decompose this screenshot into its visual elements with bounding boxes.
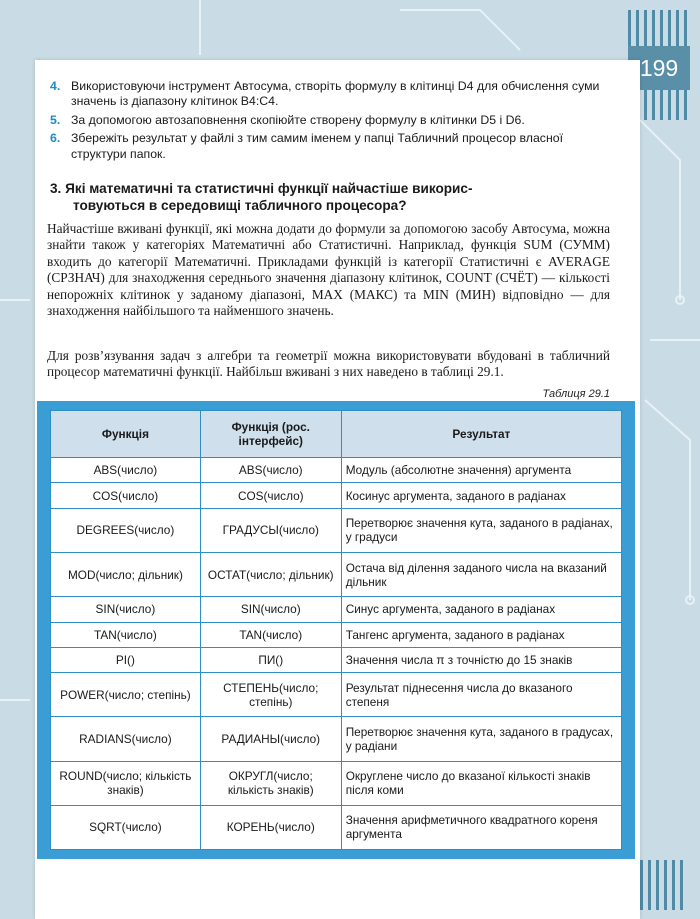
step-number: 4. bbox=[50, 79, 61, 93]
table-header-row bbox=[51, 411, 622, 458]
table-row bbox=[51, 597, 622, 622]
table-row bbox=[51, 483, 622, 508]
cell-function-ru: СТЕПЕНЬ(число; степінь) bbox=[200, 673, 341, 717]
cell-function: ABS(число) bbox=[51, 458, 201, 483]
cell-function-ru: ОКРУГЛ(число; кількість знаків) bbox=[200, 761, 341, 805]
cell-function-ru: COS(число) bbox=[200, 483, 341, 508]
table-row bbox=[51, 717, 622, 761]
heading-line-1: 3. Які математичні та статистичні функції найчастіше викорис- bbox=[50, 181, 473, 196]
cell-function: COS(число) bbox=[51, 483, 201, 508]
cell-function-ru: ABS(число) bbox=[200, 458, 341, 483]
paragraph-functions: Найчастіше вживані функції, які можна додати до формули за допомогою засобу Автосума, можна знайти також у категоріях Математичні або Статистичні. Наприклад, функція SUM (СУММ) входить до категорії Математичні. Прикладами функцій із категорії Статистичні є AVERAGE (СРЗНАЧ) для знаходження середнього значення діапазону клітинок, COUNT (СЧЁТ) — кількості непорожніх клітинок у заданому діапазоні, MAX (МАКС) та MIN (МИН) відповідно — для знаходження найбільшого та найменшого значень. bbox=[47, 221, 610, 319]
header-result: Результат bbox=[341, 411, 621, 458]
cell-function: SQRT(число) bbox=[51, 805, 201, 849]
list-item bbox=[47, 79, 607, 110]
cell-function: ROUND(число; кількість знаків) bbox=[51, 761, 201, 805]
table-frame bbox=[37, 401, 635, 859]
cell-result: Тангенс аргумента, заданого в радіанах bbox=[341, 622, 621, 647]
table-row bbox=[51, 552, 622, 596]
cell-function-ru: РАДИАНЫ(число) bbox=[200, 717, 341, 761]
cell-result: Синус аргумента, заданого в радіанах bbox=[341, 597, 621, 622]
table-row bbox=[51, 673, 622, 717]
header-function: Функція bbox=[51, 411, 201, 458]
table-caption: Таблиця 29.1 bbox=[542, 388, 610, 400]
page-number: 199 bbox=[628, 46, 690, 90]
cell-function: DEGREES(число) bbox=[51, 508, 201, 552]
table-row bbox=[51, 761, 622, 805]
cell-function: RADIANS(число) bbox=[51, 717, 201, 761]
table-row bbox=[51, 647, 622, 672]
cell-function: TAN(число) bbox=[51, 622, 201, 647]
step-number: 5. bbox=[50, 112, 61, 127]
cell-function-ru: TAN(число) bbox=[200, 622, 341, 647]
header-function-ru: Функція (рос. інтерфейс) bbox=[200, 411, 341, 458]
cell-function: PI() bbox=[51, 647, 201, 672]
table-row bbox=[51, 508, 622, 552]
cell-function: POWER(число; степінь) bbox=[51, 673, 201, 717]
cell-function: SIN(число) bbox=[51, 597, 201, 622]
step-text: Збережіть результат у файлі з тим самим іменем у папці Табличний процесор власної структури папок. bbox=[71, 131, 564, 161]
table-row bbox=[51, 622, 622, 647]
cell-result: Косинус аргумента, заданого в радіанах bbox=[341, 483, 621, 508]
cell-function: MOD(число; дільник) bbox=[51, 552, 201, 596]
cell-result: Округлене число до вказаної кількості знаків після коми bbox=[341, 761, 621, 805]
cell-result: Перетворює значення кута, заданого в радіанах, у градуси bbox=[341, 508, 621, 552]
cell-result: Результат піднесення числа до вказаного степеня bbox=[341, 673, 621, 717]
heading-line-2: товуються в середовищі табличного процесора? bbox=[73, 198, 407, 213]
step-number: 6. bbox=[50, 131, 61, 146]
cell-result: Остача від ділення заданого числа на вказаний дільник bbox=[341, 552, 621, 596]
section-heading bbox=[50, 180, 610, 214]
list-item bbox=[47, 113, 607, 128]
table-row bbox=[51, 458, 622, 483]
cell-function-ru: КОРЕНЬ(число) bbox=[200, 805, 341, 849]
cell-result: Модуль (абсолютне значення) аргумента bbox=[341, 458, 621, 483]
cell-result: Значення арифметичного квадратного кореня аргумента bbox=[341, 805, 621, 849]
paragraph-math: Для розв’язування задач з алгебри та геометрії можна використовувати вбудовані в табличний процесор математичні функції. Найбільш вживані з них наведено в таблиці 29.1. bbox=[47, 348, 610, 380]
cell-function-ru: ПИ() bbox=[200, 647, 341, 672]
cell-function-ru: ОСТАТ(число; дільник) bbox=[200, 552, 341, 596]
step-text: За допомогою автозаповнення скопіюйте створену формулу в клітинки D5 і D6. bbox=[71, 112, 525, 127]
table-row bbox=[51, 805, 622, 849]
cell-function-ru: SIN(число) bbox=[200, 597, 341, 622]
step-text: Використовуючи інструмент Автосума, створіть формулу в клітинці D4 для обчислення суми значень із діапазону клітинок B4:C4. bbox=[71, 79, 600, 109]
cell-result: Значення числа π з точністю до 15 знаків bbox=[341, 647, 621, 672]
functions-table bbox=[50, 410, 622, 850]
list-item bbox=[47, 131, 607, 162]
steps-list bbox=[47, 79, 607, 165]
cell-function-ru: ГРАДУСЫ(число) bbox=[200, 508, 341, 552]
cell-result: Перетворює значення кута, заданого в градусах, у радіани bbox=[341, 717, 621, 761]
